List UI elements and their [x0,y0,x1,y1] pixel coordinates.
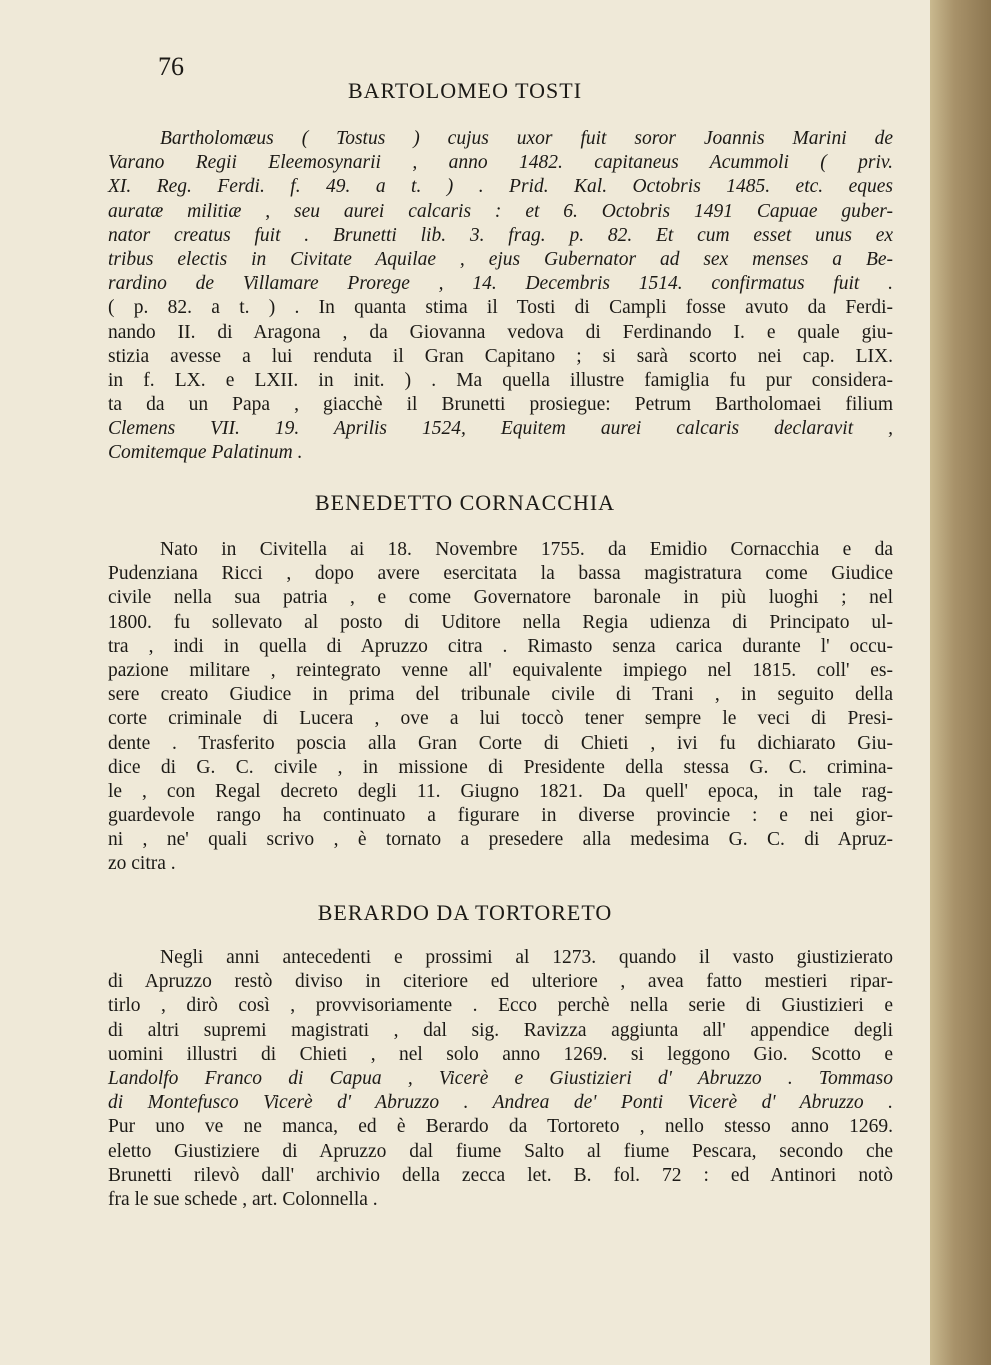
text-line: tribus electis in Civitate Aquilae , ejus Gubernator ad sex menses a Be- [108,248,893,270]
paragraph-tortoreto [108,946,893,1212]
text-line: eletto Giustiziere di Apruzzo dal fiume Salto al fiume Pescara, secondo che [108,1140,893,1162]
text-line: stizia avesse a lui renduta il Gran Capitano ; si sarà scorto nei cap. LIX. [108,345,893,367]
text-line: dice di G. C. civile , in missione di Presidente della stessa G. C. crimina- [108,756,893,778]
text-line: di altri supremi magistrati , dal sig. Ravizza aggiunta all' appendice degli [108,1019,893,1041]
text-line: rardino de Villamare Prorege , 14. Decembris 1514. confirmatus fuit . [108,273,893,295]
text-line: Comitemque Palatinum . [108,442,303,464]
text-line: tirlo , dirò così , provvisoriamente . Ecco perchè nella serie di Giustizieri e [108,995,893,1017]
running-head: BARTOLOMEO TOSTI [347,78,583,103]
text-line: corte criminale di Lucera , ove a lui toccò tener sempre le veci di Presi- [108,708,893,730]
section-heading-tortoreto: BERARDO DA TORTORETO [317,900,613,925]
text-line: guardevole rango ha continuato a figurare in diverse provincie : e nei gior- [108,805,893,827]
text-line: ( p. 82. a t. ) . In quanta stima il Tosti di Campli fosse avuto da Ferdi- [108,297,893,319]
text-line: le , con Regal decreto degli 11. Giugno 1821. Da quell' epoca, in tale rag- [108,780,893,802]
text-line: auratæ militiæ , seu aurei calcaris : et 6. Octobris 1491 Capuae guber- [108,200,893,222]
paragraph-tosti [108,127,893,466]
text-line: Bartholomæus ( Tostus ) cujus uxor fuit soror Joannis Marini de [160,128,893,149]
text-line: uomini illustri di Chieti , nel solo anno 1269. si leggono Gio. Scotto e [108,1043,893,1065]
text-line: sere creato Giudice in prima del tribunale civile di Trani , in seguito della [108,684,893,706]
page-number: 76 [158,52,184,81]
text-line: ta da un Papa , giacchè il Brunetti prosiegue: Petrum Bartholomaei filium [108,394,893,416]
text-line: Pudenziana Ricci , dopo avere esercitata la bassa magistratura come Giudice [108,563,893,585]
text-line: Clemens VII. 19. Aprilis 1524, Equitem aurei calcaris declaravit , [108,418,893,440]
text-line: Nato in Civitella ai 18. Novembre 1755. da Emidio Cornacchia e da [160,539,893,560]
text-line: dente . Trasferito poscia alla Gran Corte di Chieti , ivi fu dichiarato Giu- [108,732,893,754]
text-line: civile nella sua patria , e come Governatore baronale in più luoghi ; nel [108,587,893,609]
text-line: 1800. fu sollevato al posto di Uditore nella Regia udienza di Principato ul- [108,611,893,633]
text-line: di Montefusco Vicerè d' Abruzzo . Andrea de' Ponti Vicerè d' Abruzzo . [108,1092,893,1114]
text-line: pazione militare , reintegrato venne all' equivalente impiego nel 1815. coll' es- [108,659,893,681]
text-line: fra le sue schede , art. Colonnella . [108,1188,378,1210]
text-line: XI. Reg. Ferdi. f. 49. a t. ) . Prid. Kal. Octobris 1485. etc. eques [108,176,893,198]
text-line: Brunetti rilevò dall' archivio della zecca let. B. fol. 72 : ed Antinori notò [108,1164,893,1186]
text-line: di Apruzzo restò diviso in citeriore ed ulteriore , avea fatto mestieri ripar- [108,971,893,993]
text-line: in f. LX. e LXII. in init. ) . Ma quella illustre famiglia fu pur considera- [108,369,893,391]
text-line: nando II. di Aragona , da Giovanna vedova di Ferdinando I. e quale giu- [108,321,893,343]
text-line: Pur uno ve ne manca, ed è Berardo da Tortoreto , nello stesso anno 1269. [108,1116,893,1138]
text-line: zo citra . [108,853,176,875]
page-edge [930,0,991,1365]
text-line: Landolfo Franco di Capua , Vicerè e Giustizieri d' Abruzzo . Tommaso [108,1067,893,1089]
text-line: Varano Regii Eleemosynarii , anno 1482. capitaneus Acummoli ( priv. [108,152,893,174]
text-line: ni , ne' quali scrivo , è tornato a presedere alla medesima G. C. di Apruz- [108,829,893,851]
paragraph-cornacchia [108,538,893,877]
text-line: Negli anni antecedenti e prossimi al 1273. quando il vasto giustizierato [160,947,893,968]
section-heading-cornacchia: BENEDETTO CORNACCHIA [314,490,616,515]
text-line: nator creatus fuit . Brunetti lib. 3. frag. p. 82. Et cum esset unus ex [108,224,893,246]
text-line: tra , indi in quella di Apruzzo citra . Rimasto senza carica durante l' occu- [108,635,893,657]
